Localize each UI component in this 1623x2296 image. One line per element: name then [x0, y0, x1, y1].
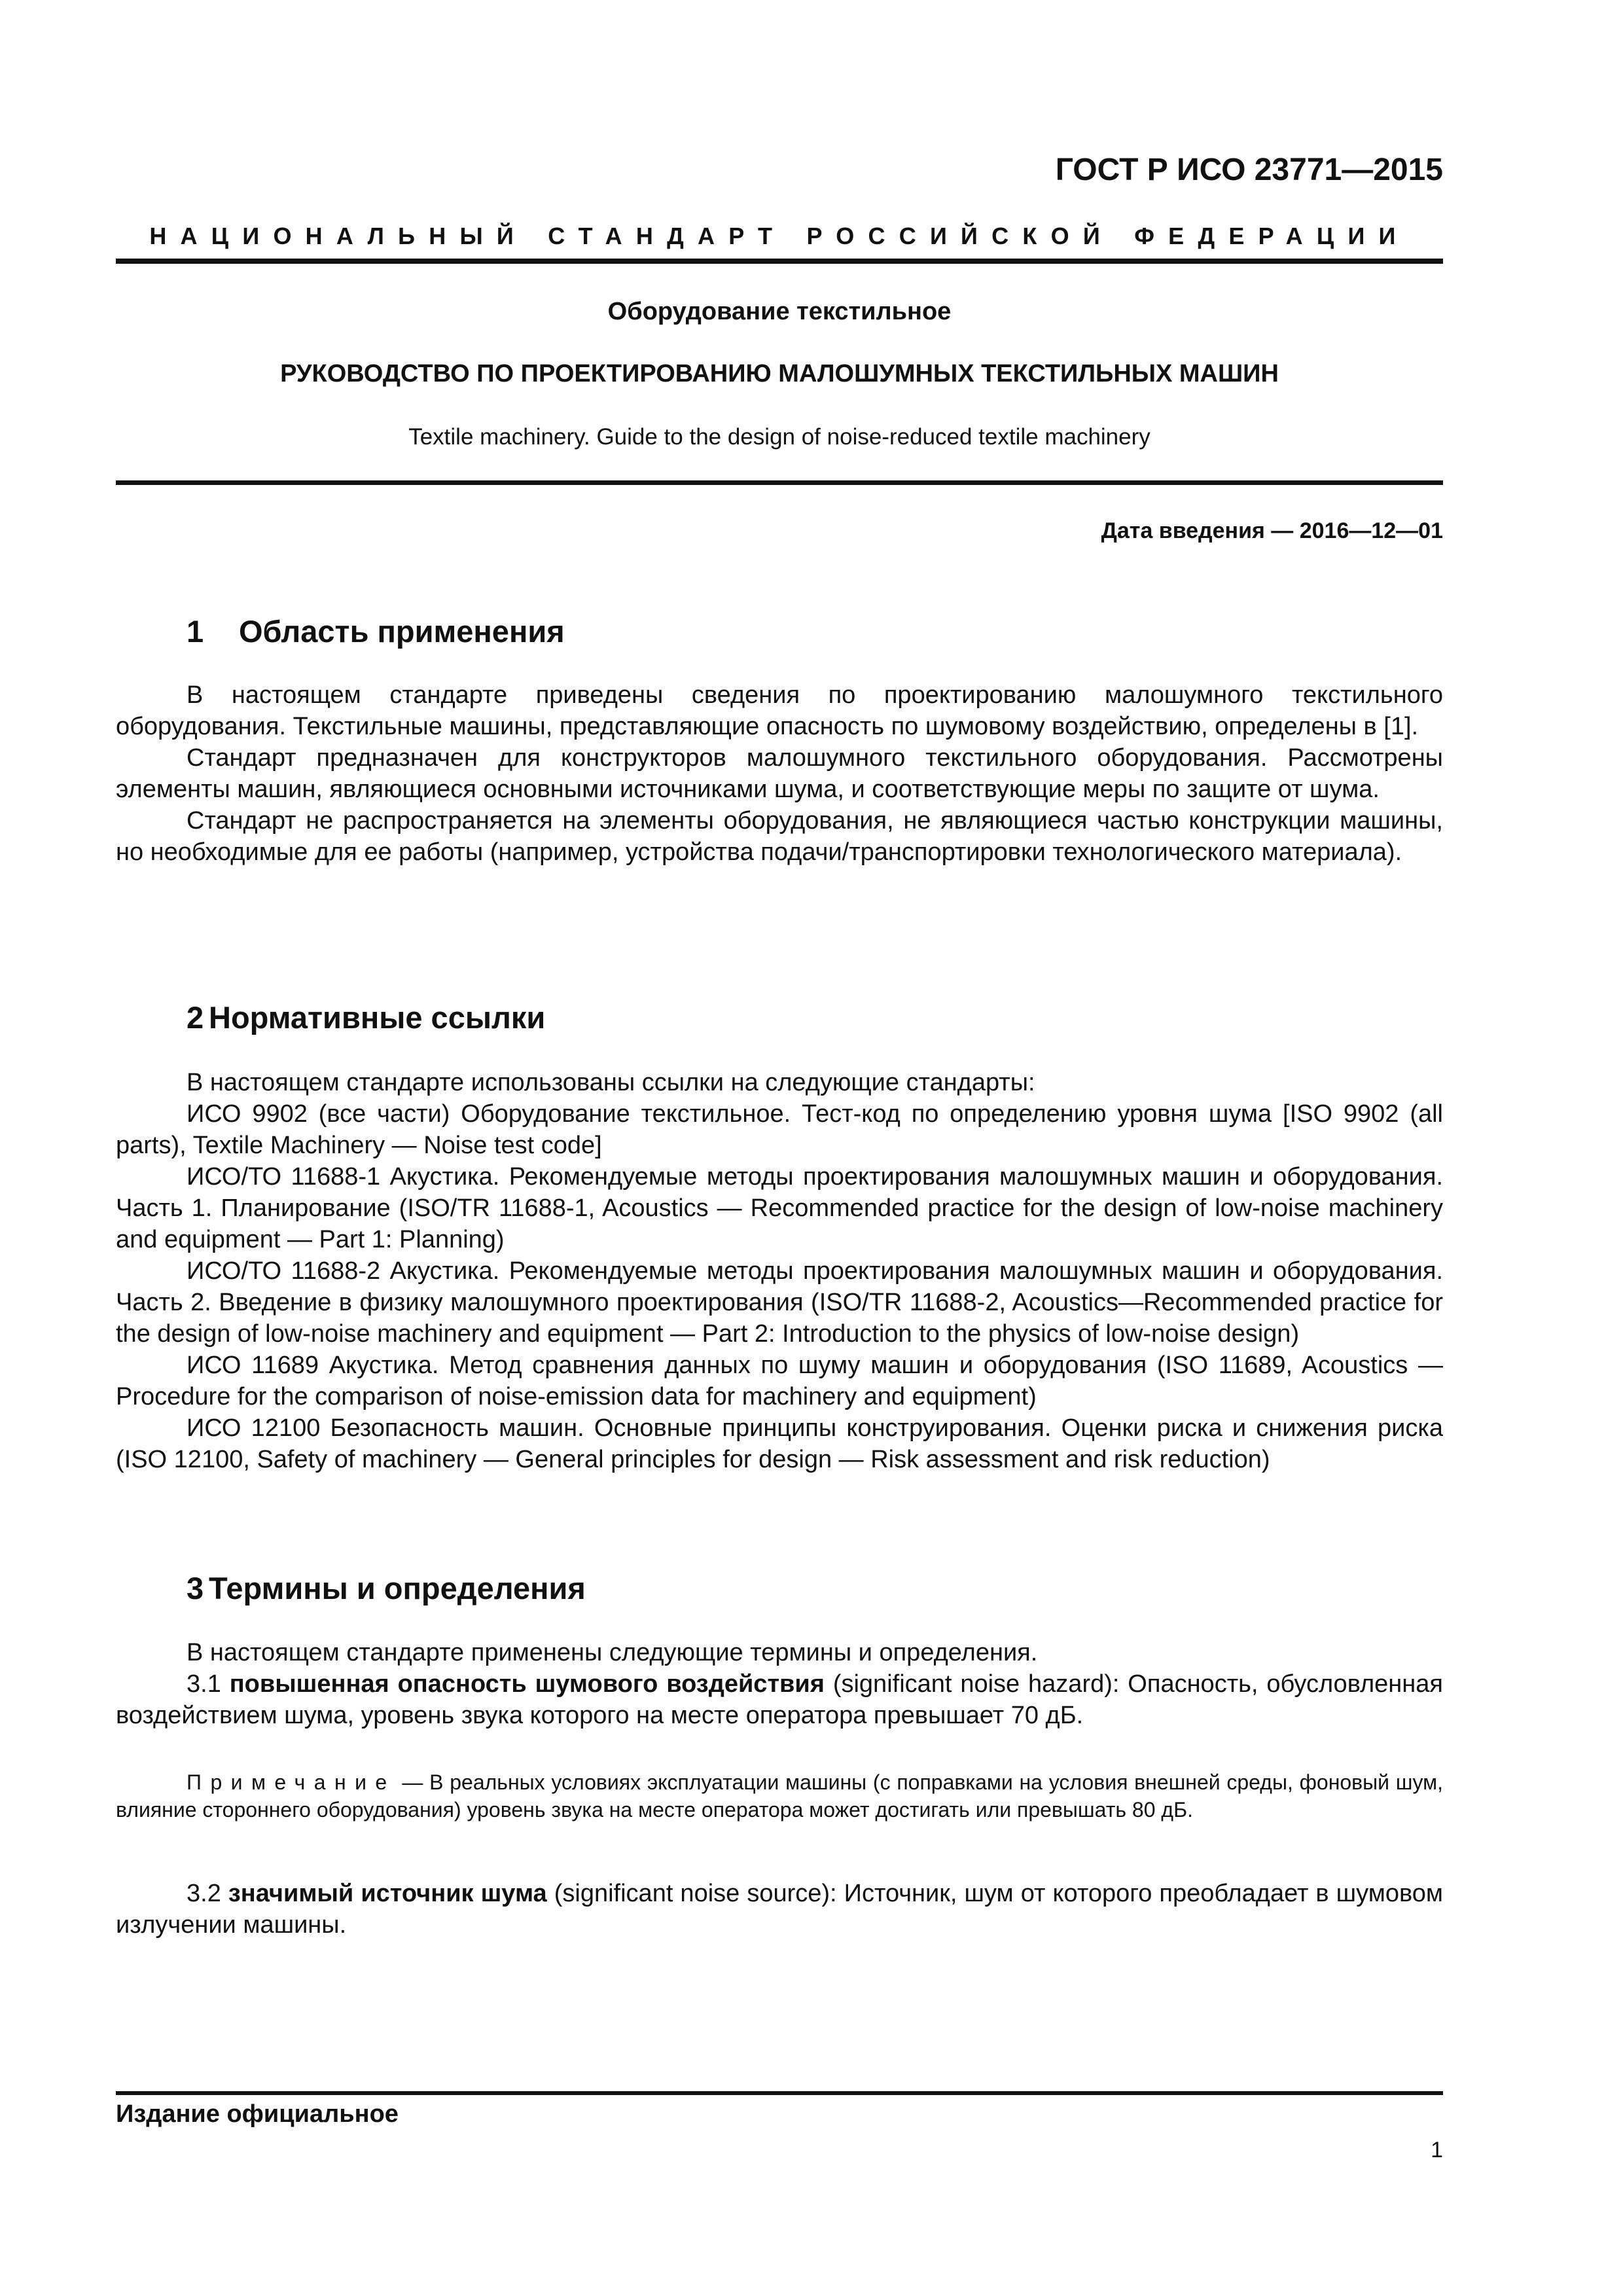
intro-date: Дата введения — 2016—12—01: [1101, 518, 1443, 543]
reference-item: ИСО 11689 Акустика. Метод сравнения данных по шуму машин и оборудования (ISO 11689, Acoustics — Procedure for the comparison of noise-emission data for machinery and equipment): [116, 1352, 1443, 1410]
term-definition: (significant noise source): Источник, шум от которого преобладает в шумовом излучении машины.: [116, 1880, 1443, 1939]
section-number: 1: [187, 614, 204, 649]
section-2-heading: [187, 999, 545, 1035]
term-entry: [116, 1668, 1443, 1731]
page-number: 1: [1431, 2138, 1443, 2162]
section-title: Область применения: [239, 614, 565, 649]
section-3-heading: [187, 1570, 586, 1606]
reference-item: ИСО/ТО 11688-1 Акустика. Рекомендуемые методы проектирования малошумных машин и оборудования. Часть 1. Планирование (ISO/TR 11688-1, Acoustics — Recommended practice for the design of low-noise machinery and equipment — Part 1: Planning): [116, 1163, 1443, 1253]
reference-item: ИСО 12100 Безопасность машин. Основные принципы конструирования. Оценки риска и снижения риска (ISO 12100, Safety of machinery — General principles for design — Risk assessment and risk reduction): [116, 1414, 1443, 1473]
footer-rule: [116, 2091, 1443, 2095]
official-edition-label: Издание официальное: [116, 2100, 399, 2128]
term-3-2-body: [116, 1878, 1443, 1941]
paragraph: Стандарт не распространяется на элементы оборудования, не являющиеся частью конструкции машины, но необходимые для ее работы (например, устройства подачи/транспортировки технологического материала).: [116, 807, 1443, 866]
paragraph: В настоящем стандарте использованы ссылки на следующие стандарты:: [187, 1069, 1035, 1096]
paragraph: Стандарт предназначен для конструкторов малошумного текстильного оборудования. Рассмотрены элементы машин, являющиеся основными источниками шума, и соответствующие меры по защите от шума.: [116, 744, 1443, 803]
english-title: Textile machinery. Guide to the design of noise-reduced textile machinery: [408, 424, 1150, 450]
section-1-body: [116, 679, 1443, 868]
term-number: 3.1: [187, 1670, 221, 1698]
section-title: Термины и определения: [209, 1571, 586, 1605]
section-3-body: [116, 1637, 1443, 1731]
document-code: ГОСТ Р ИСО 23771—2015: [1055, 152, 1443, 187]
section-1-heading: [187, 613, 565, 649]
title-rule: [116, 480, 1443, 485]
term-number: 3.2: [187, 1880, 221, 1907]
reference-item: ИСО/ТО 11688-2 Акустика. Рекомендуемые методы проектирования малошумных машин и оборудования. Часть 2. Введение в физику малошумного проектирования (ISO/TR 11688-2, Acoustics—Recommended practice for the design of low-noise machinery and equipment — Part 2: Introduction to the physics of low-noise design): [116, 1257, 1443, 1348]
national-standard-banner: НАЦИОНАЛЬНЫЙ СТАНДАРТ РОССИЙСКОЙ ФЕДЕРАЦИИ: [149, 223, 1410, 249]
header-rule: [116, 259, 1443, 264]
term-entry: [116, 1878, 1443, 1941]
note-label: Примечание: [187, 1770, 396, 1794]
section-2-body: [116, 1067, 1443, 1475]
note: [116, 1768, 1443, 1823]
main-title: РУКОВОДСТВО ПО ПРОЕКТИРОВАНИЮ МАЛОШУМНЫХ ТЕКСТИЛЬНЫХ МАШИН: [280, 360, 1279, 387]
term-definition: (significant noise hazard): Опасность, обусловленная воздействием шума, уровень звука которого на месте оператора превышает 70 дБ.: [116, 1670, 1443, 1729]
term-name: значимый источник шума: [228, 1880, 547, 1907]
reference-item: ИСО 9902 (все части) Оборудование текстильное. Тест-код по определению уровня шума [ISO 9902 (all parts), Textile Machinery — Noise test code]: [116, 1100, 1443, 1159]
term-name: повышенная опасность шумового воздействия: [229, 1670, 825, 1698]
section-title: Нормативные ссылки: [209, 1000, 546, 1035]
paragraph: В настоящем стандарте приведены сведения по проектированию малошумного текстильного оборудования. Текстильные машины, представляющие опасность по шумовому воздействию, определены в [1].: [116, 681, 1443, 740]
equipment-title: Оборудование текстильное: [607, 298, 952, 325]
section-number: 2: [187, 1000, 204, 1035]
section-number: 3: [187, 1571, 204, 1605]
paragraph: В настоящем стандарте применены следующие термины и определения.: [187, 1639, 1038, 1666]
note-text: — В реальных условиях эксплуатации машины (с поправками на условия внешней среды, фоновый шум, влияние стороннего оборудования) уровень звука на месте оператора может достигать или превышать 80 дБ.: [116, 1770, 1444, 1821]
